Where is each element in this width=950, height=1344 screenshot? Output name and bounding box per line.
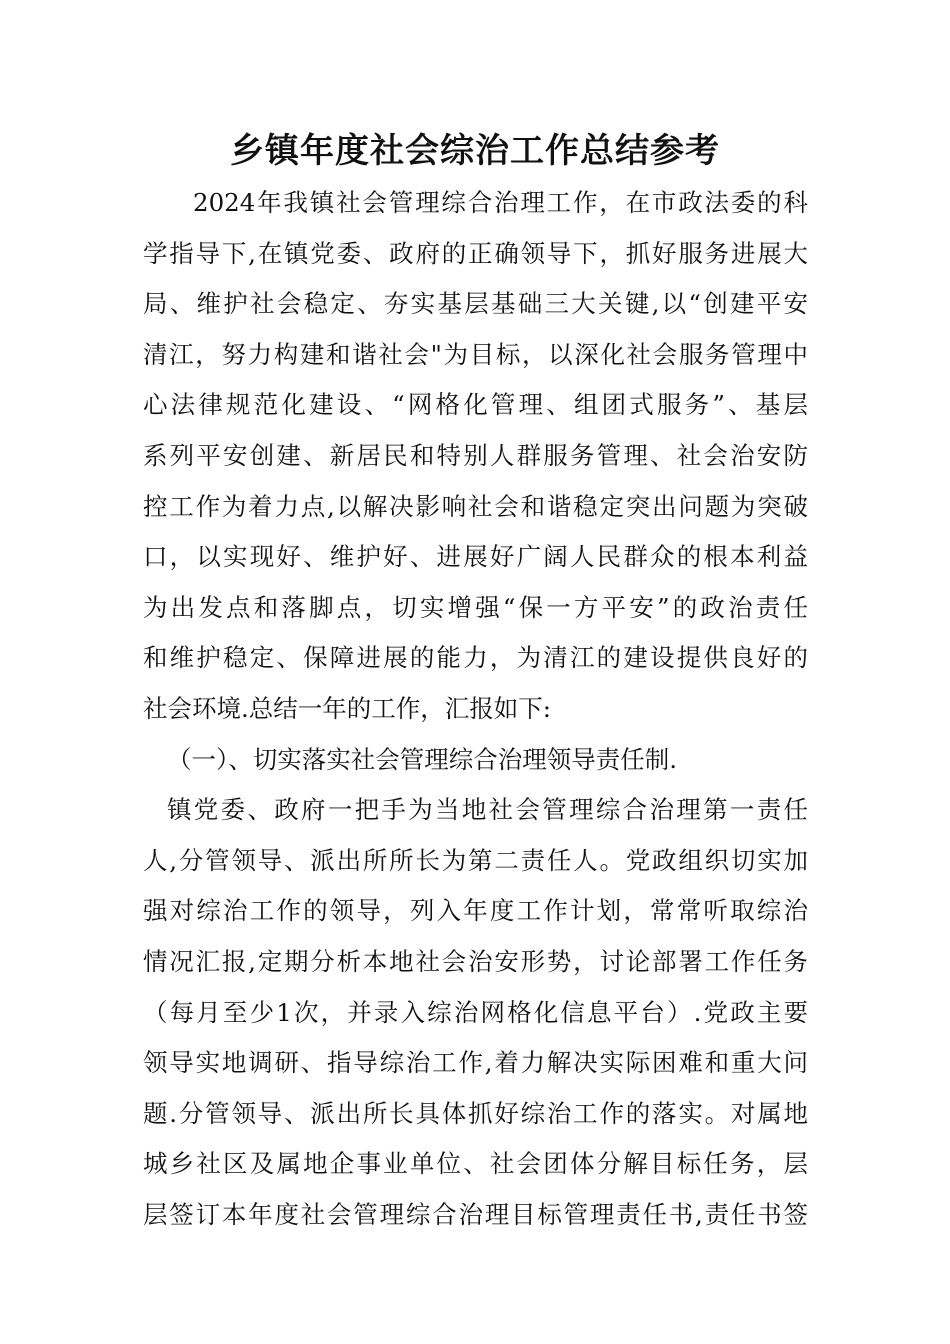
section-1-heading: （一）、切实落实社会管理综合治理领导责任制. xyxy=(167,744,678,774)
paragraph-1-line: 系列平安创建、新居民和特别人群服务管理、社会治安防 xyxy=(143,440,808,470)
paragraph-2-line: 人,分管领导、派出所所长为第二责任人。党政组织切实加 xyxy=(143,845,808,875)
paragraph-1-line: 社会环境.总结一年的工作，汇报如下: xyxy=(143,693,552,723)
paragraph-2-line: 领导实地调研、指导综治工作,着力解决实际困难和重大问 xyxy=(143,1048,808,1078)
paragraph-2-line: （每月至少1次，并录入综治网格化信息平台）.党政主要 xyxy=(143,997,808,1027)
document-body xyxy=(143,178,808,1240)
paragraph-1-line: 局、维护社会稳定、夯实基层基础三大关键,以“创建平安 xyxy=(143,289,808,319)
paragraph-1-line: 口，以实现好、维护好、进展好广阔人民群众的根本利益 xyxy=(143,542,808,572)
paragraph-2-line: 强对综治工作的领导，列入年度工作计划，常常听取综治 xyxy=(143,896,808,926)
document-title: 乡镇年度社会综治工作总结参考 xyxy=(230,131,720,171)
paragraph-1-line: 和维护稳定、保障进展的能力，为清江的建设提供良好的 xyxy=(143,643,808,673)
paragraph-2-line: 情况汇报,定期分析本地社会治安形势，讨论部署工作任务 xyxy=(143,946,808,976)
paragraph-1-line: 为出发点和落脚点，切实增强“保一方平安”的政治责任 xyxy=(143,592,808,622)
paragraph-2-line: 层签订本年度社会管理综合治理目标管理责任书,责任书签 xyxy=(143,1199,808,1229)
paragraph-1-line: 2024年我镇社会管理综合治理工作，在市政法委的科 xyxy=(193,188,808,217)
paragraph-1-line: 心法律规范化建设、“网格化管理、组团式服务”、基层 xyxy=(143,390,808,420)
paragraph-2-line: 镇党委、政府一把手为当地社会管理综合治理第一责任 xyxy=(167,795,808,825)
paragraph-2-line: 题.分管领导、派出所长具体抓好综治工作的落实。对属地 xyxy=(143,1098,808,1128)
paragraph-1-line: 控工作为着力点,以解决影响社会和谐稳定突出问题为突破 xyxy=(143,491,808,521)
paragraph-1-line: 学指导下,在镇党委、政府的正确领导下，抓好服务进展大 xyxy=(143,238,808,268)
paragraph-1-line: 清江，努力构建和谐社会"为目标，以深化社会服务管理中 xyxy=(143,339,808,369)
paragraph-2-line: 城乡社区及属地企事业单位、社会团体分解目标任务，层 xyxy=(143,1149,808,1179)
